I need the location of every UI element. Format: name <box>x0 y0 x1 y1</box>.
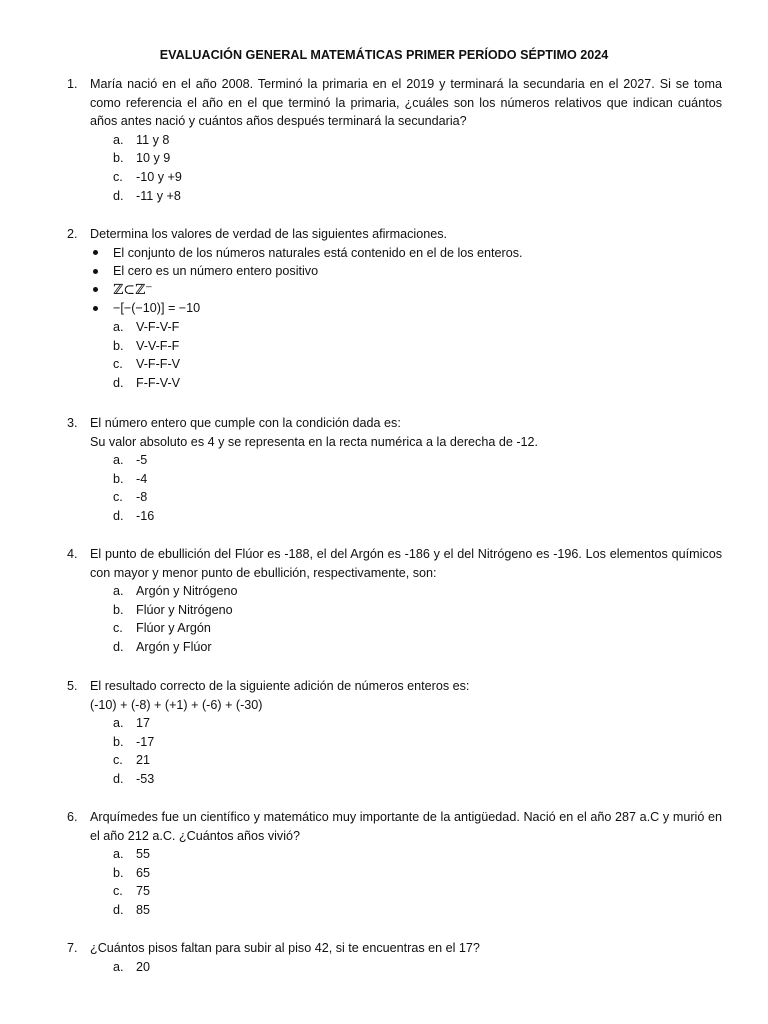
option-b: b. 10 y 9 <box>113 151 171 166</box>
options-list <box>90 958 722 977</box>
question-number: 1. <box>67 77 78 91</box>
statement-item: El conjunto de los números naturales está contenido en el de los enteros. <box>90 244 722 263</box>
question-2 <box>67 225 722 392</box>
question-5 <box>67 677 722 789</box>
question-6 <box>67 808 722 920</box>
option-a: a. Argón y Nitrógeno <box>113 584 238 599</box>
option-a: a. 55 <box>113 847 151 862</box>
question-text: El resultado correcto de la siguiente adición de números enteros es: <box>90 679 470 693</box>
question-number: 3. <box>67 416 78 430</box>
option-b: b. -4 <box>113 471 148 486</box>
option-d: d. 85 <box>113 902 151 917</box>
question-4 <box>67 545 722 657</box>
bullet-icon <box>93 306 98 311</box>
options-list <box>90 131 722 205</box>
question-text: El número entero que cumple con la condición dada es: <box>90 416 401 430</box>
option-c: c. V-F-F-V <box>113 357 181 372</box>
question-1 <box>67 75 722 205</box>
options-list <box>90 451 722 525</box>
option-a: a. 20 <box>113 959 151 974</box>
question-3 <box>67 414 722 526</box>
question-expression: (-10) + (-8) + (+1) + (-6) + (-30) <box>90 697 263 712</box>
option-b: b. 65 <box>113 865 151 880</box>
option-a: a. 11 y 8 <box>113 132 170 147</box>
options-list <box>90 845 722 919</box>
page-title: EVALUACIÓN GENERAL MATEMÁTICAS PRIMER PERÍODO SÉPTIMO 2024 <box>159 48 609 62</box>
option-d: d. Argón y Flúor <box>113 639 212 654</box>
option-c: c. 21 <box>113 753 151 768</box>
option-b: b. Flúor y Nitrógeno <box>113 602 233 617</box>
options-list <box>90 714 722 788</box>
option-d: d. -16 <box>113 508 155 523</box>
bullet-icon <box>93 287 98 292</box>
bullet-icon <box>93 250 98 255</box>
question-text: María nació en el año 2008. Terminó la primaria en el 2019 y terminará la secundaria en el 2027. Si se toma como referencia el año en el que terminó la primaria, ¿cuáles son los números relativos que indican cuántos años antes nació y cuántos años después terminará la secundaria? <box>90 77 722 129</box>
question-text: Arquímedes fue un científico y matemático muy importante de la antigüedad. Nació en el año 287 a.C y murió en el año 212 a.C. ¿Cuántos años vivió? <box>90 810 722 843</box>
option-c: c. -8 <box>113 490 148 505</box>
option-d: d. -53 <box>113 771 155 786</box>
question-number: 7. <box>67 941 78 955</box>
question-text: Determina los valores de verdad de las siguientes afirmaciones. <box>90 227 448 241</box>
bullet-icon <box>93 269 98 274</box>
question-text: ¿Cuántos pisos faltan para subir al piso 42, si te encuentras en el 17? <box>90 941 480 955</box>
statement-item: El cero es un número entero positivo <box>90 262 722 281</box>
option-b: b. -17 <box>113 734 155 749</box>
question-number: 4. <box>67 547 78 561</box>
statement-item: −[−(−10)] = −10 <box>90 299 722 318</box>
question-text: El punto de ebullición del Flúor es -188, el del Argón es -186 y el del Nitrógeno es -196. Los elementos químicos con mayor y menor punto de ebullición, respectivamente, son: <box>90 547 722 580</box>
question-number: 6. <box>67 810 78 824</box>
question-number: 5. <box>67 679 78 693</box>
question-condition: Su valor absoluto es 4 y se representa en la recta numérica a la derecha de -12. <box>90 434 539 449</box>
option-a: a. V-F-V-F <box>113 319 180 334</box>
option-a: a. -5 <box>113 453 148 468</box>
option-d: d. F-F-V-V <box>113 375 181 390</box>
option-c: c. -10 y +9 <box>113 169 182 184</box>
options-list <box>90 318 722 392</box>
option-b: b. V-V-F-F <box>113 338 180 353</box>
statement-item: ℤ⊂ℤ⁻ <box>90 281 722 300</box>
option-d: d. -11 y +8 <box>113 188 181 203</box>
option-a: a. 17 <box>113 716 151 731</box>
statements-list <box>90 244 722 318</box>
option-c: c. Flúor y Argón <box>113 621 211 636</box>
options-list <box>90 582 722 656</box>
option-c: c. 75 <box>113 884 151 899</box>
question-number: 2. <box>67 227 78 241</box>
question-7 <box>67 939 722 976</box>
